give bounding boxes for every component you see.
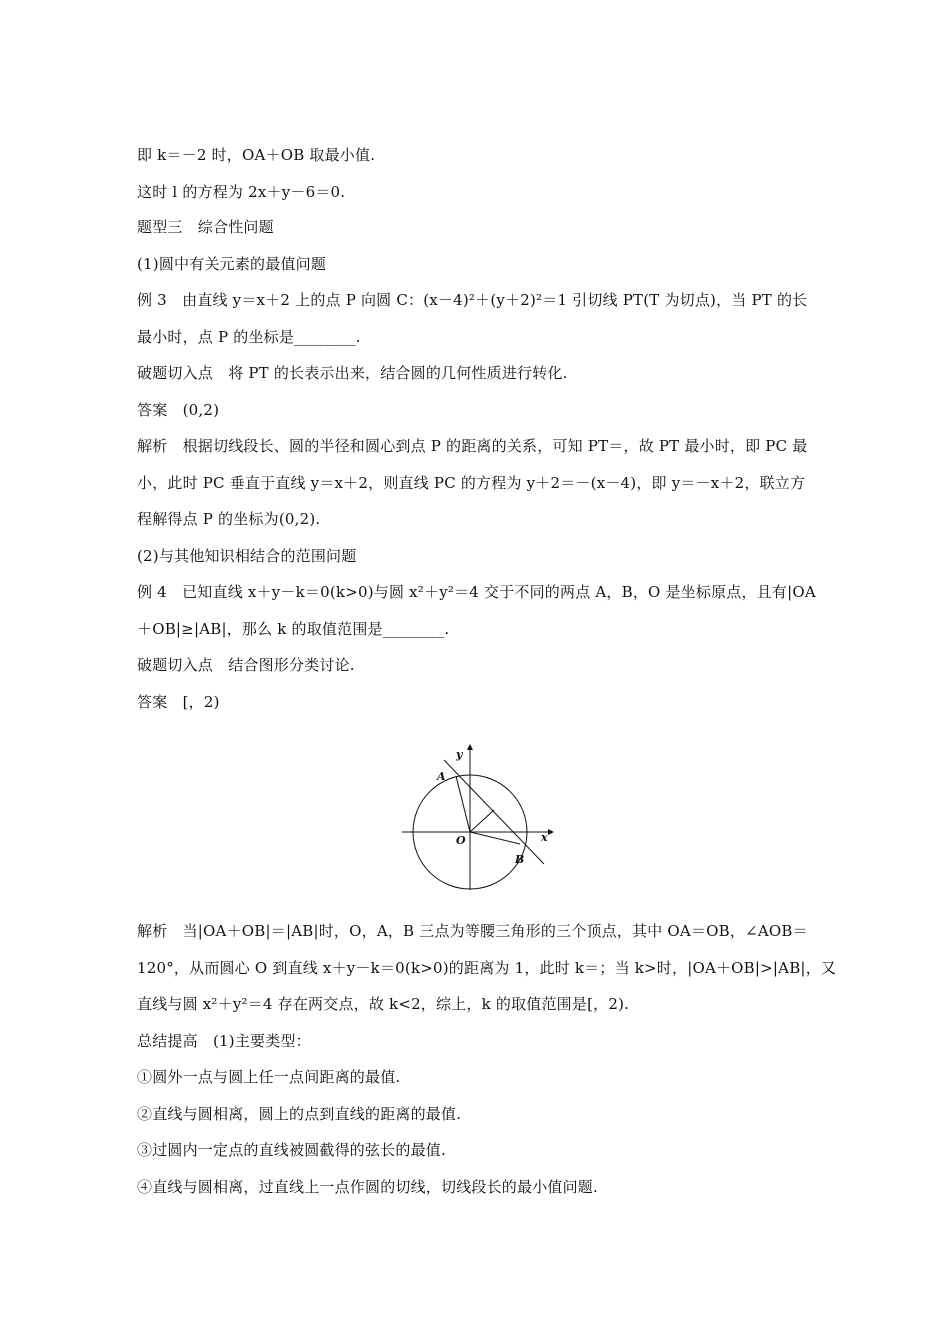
answer-line: 答案 (0,2) [137,401,220,419]
solution-line: 直线与圆 x²＋y²＝4 存在两交点，故 k<2，综上，k 的取值范围是[，2). [137,995,630,1013]
y-axis-arrow-icon [467,744,473,750]
summary-item: ②直线与圆相离，圆上的点到直线的距离的最值. [137,1105,462,1123]
text-line: 这时 l 的方程为 2x＋y－6＝0. [137,183,346,201]
solution-line: 解析 当|OA＋OB|＝|AB|时，O，A，B 三点为等腰三角形的三个顶点，其中 OA＝OB，∠AOB＝ [137,922,808,940]
hint-line: 破题切入点 将 PT 的长表示出来，结合圆的几何性质进行转化. [137,364,568,382]
answer-line: 答案 [，2) [137,693,220,711]
example-4-line-2: ＋OB|≥|AB|，那么 k 的取值范围是________. [137,620,450,638]
summary-item: ①圆外一点与圆上任一点间距离的最值. [137,1068,401,1086]
origin-label: O [456,834,466,847]
y-axis-label: y [456,748,463,761]
summary-item: ③过圆内一定点的直线被圆截得的弦长的最值. [137,1141,446,1159]
example-4-line-1: 例 4 已知直线 x＋y－k＝0(k>0)与圆 x²＋y²＝4 交于不同的两点 A，B，O 是坐标原点，且有|OA [137,583,816,601]
summary-heading: 总结提高 (1)主要类型： [137,1032,311,1050]
circle-line-figure [398,744,554,890]
perpendicular-segment [470,810,494,832]
x-axis-label: x [541,831,548,844]
solution-line: 小，此时 PC 垂直于直线 y＝x＋2，则直线 PC 的方程为 y＋2＝－(x－4)，即 y＝－x＋2，联立方 [137,474,806,492]
section-heading: 题型三 综合性问题 [137,218,274,236]
subsection-heading: (2)与其他知识相结合的范围问题 [137,547,357,565]
subsection-heading: (1)圆中有关元素的最值问题 [137,255,327,273]
hint-line: 破题切入点 结合图形分类讨论. [137,656,355,674]
solution-line: 解析 根据切线段长、圆的半径和圆心到点 P 的距离的关系，可知 PT＝，故 PT 最小时，即 PC 最 [137,437,808,455]
summary-item: ④直线与圆相离，过直线上一点作圆的切线，切线段长的最小值问题. [137,1178,598,1196]
figure-svg [398,744,554,890]
radius-ob [470,832,520,844]
solution-line: 120°，从而圆心 O 到直线 x＋y－k＝0(k>0)的距离为 1，此时 k＝；当 k>时，|OA＋OB|>|AB|，又 [137,959,837,977]
point-a-label: A [437,770,446,783]
point-b-label: B [515,853,525,866]
example-3-line-2: 最小时，点 P 的坐标是________. [137,328,361,346]
solution-line: 程解得点 P 的坐标为(0,2). [137,510,321,528]
text-line: 即 k＝－2 时，OA＋OB 取最小值. [137,146,376,164]
x-axis-arrow-icon [548,829,554,835]
secant-line [444,760,544,864]
example-3-line-1: 例 3 由直线 y＝x＋2 上的点 P 向圆 C：(x－4)²＋(y＋2)²＝1 引切线 PT(T 为切点)，当 PT 的长 [137,291,808,309]
